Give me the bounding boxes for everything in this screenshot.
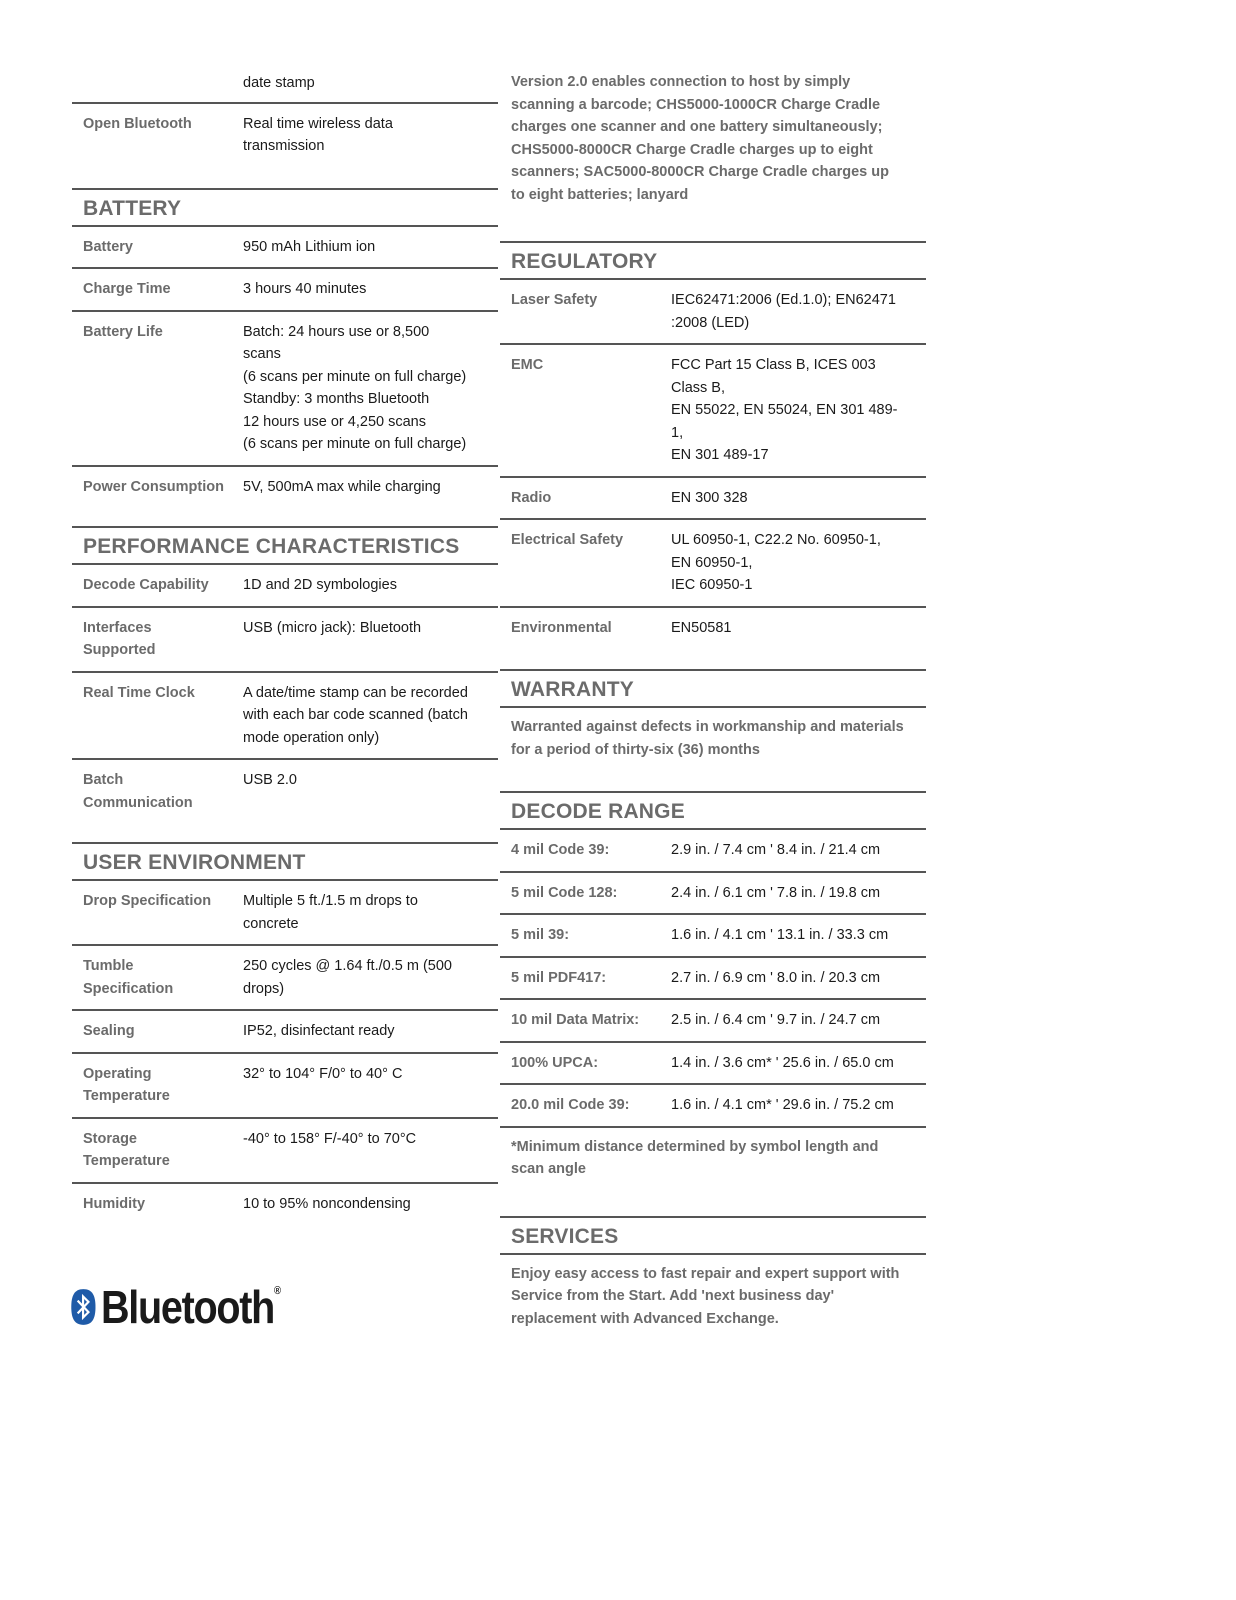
spec-row-decode-range bbox=[500, 830, 926, 873]
spec-row-charge-time bbox=[72, 269, 498, 312]
section-heading-warranty: WARRANTY bbox=[500, 669, 926, 708]
spec-label: Environmental bbox=[511, 619, 612, 636]
spec-row-power-consumption bbox=[72, 467, 498, 527]
spec-value: 10 to 95% noncondensing bbox=[243, 1195, 411, 1212]
spec-value: 2.5 in. / 6.4 cm ' 9.7 in. / 24.7 cm bbox=[671, 1012, 881, 1028]
spec-row-radio bbox=[500, 478, 926, 521]
spec-label: Batch Communication bbox=[83, 772, 193, 811]
spec-value: 950 mAh Lithium ion bbox=[243, 238, 376, 255]
spec-label: Interfaces Supported bbox=[83, 619, 156, 658]
spec-label: 100% UPCA: bbox=[511, 1054, 599, 1071]
spec-label: Electrical Safety bbox=[511, 532, 624, 548]
spec-label: Humidity bbox=[83, 1195, 146, 1212]
spec-label: Storage Temperature bbox=[83, 1130, 170, 1169]
spec-row-open-bluetooth bbox=[72, 104, 498, 190]
spec-value: A date/time stamp can be recorded with each bar code scanned (batch mode operation only) bbox=[243, 684, 468, 746]
spec-value: Real time wireless data transmission bbox=[243, 115, 393, 154]
spec-row-batch-communication bbox=[72, 760, 498, 842]
bluetooth-wordmark: Bluetooth® bbox=[100, 1281, 281, 1333]
spec-value: USB (micro jack): Bluetooth bbox=[243, 619, 422, 636]
bluetooth-logo bbox=[70, 1276, 310, 1338]
spec-label: Drop Specification bbox=[83, 893, 212, 909]
section-heading-regulatory: REGULATORY bbox=[500, 241, 926, 280]
spec-row-decode-capability bbox=[72, 565, 498, 608]
spec-row-date-stamp bbox=[72, 70, 498, 104]
spec-label: Operating Temperature bbox=[83, 1065, 170, 1104]
spec-label: Tumble Specification bbox=[83, 958, 174, 997]
spec-row-real-time-clock bbox=[72, 673, 498, 761]
spec-value: 1.6 in. / 4.1 cm* ' 29.6 in. / 75.2 cm bbox=[671, 1097, 894, 1113]
spec-label: Laser Safety bbox=[511, 292, 598, 308]
section-heading-user-environment: USER ENVIRONMENT bbox=[72, 842, 498, 881]
spec-row-emc bbox=[500, 345, 926, 478]
spec-label: 5 mil Code 128: bbox=[511, 884, 618, 901]
spec-label: EMC bbox=[511, 357, 544, 373]
spec-row-decode-range bbox=[500, 915, 926, 958]
spec-label: Decode Capability bbox=[83, 577, 209, 593]
spec-value: IP52, disinfectant ready bbox=[243, 1023, 395, 1039]
spec-value: Batch: 24 hours use or 8,500 scans (6 scans per minute on full charge) Standby: 3 months Bluetooth 12 hours use or 4,250 scans (6 scans per minute on full charge) bbox=[243, 323, 467, 452]
spec-label: Real Time Clock bbox=[83, 684, 195, 701]
spec-row-decode-range bbox=[500, 873, 926, 916]
spec-row-decode-range bbox=[500, 1085, 926, 1128]
spec-row-sealing bbox=[72, 1011, 498, 1054]
spec-row-environmental bbox=[500, 608, 926, 670]
spec-label: 10 mil Data Matrix: bbox=[511, 1012, 640, 1028]
right-column bbox=[500, 70, 926, 1338]
spec-value: 2.9 in. / 7.4 cm ' 8.4 in. / 21.4 cm bbox=[671, 842, 881, 858]
services-text: Enjoy easy access to fast repair and expert support with Service from the Start. Add 'next business day' replacement with Advanced Exchange. bbox=[511, 1265, 900, 1327]
spec-row-decode-range bbox=[500, 1043, 926, 1086]
spec-value: UL 60950-1, C22.2 No. 60950-1, EN 60950-1, IEC 60950-1 bbox=[671, 532, 881, 593]
spec-value: FCC Part 15 Class B, ICES 003 Class B, EN 55022, EN 55024, EN 301 489- 1, EN 301 489-17 bbox=[671, 357, 898, 463]
spec-label: Battery bbox=[83, 238, 133, 255]
spec-row-operating-temperature bbox=[72, 1054, 498, 1119]
decode-range-note: *Minimum distance determined by symbol length and scan angle bbox=[511, 1138, 879, 1177]
section-heading-services: SERVICES bbox=[500, 1216, 926, 1255]
bluetooth-icon bbox=[70, 1278, 97, 1336]
section-heading-battery: BATTERY bbox=[72, 190, 498, 227]
spec-value: USB 2.0 bbox=[243, 772, 297, 788]
spec-row-storage-temperature bbox=[72, 1119, 498, 1184]
spec-value: Multiple 5 ft./1.5 m drops to concrete bbox=[243, 893, 418, 932]
spec-value: 1.4 in. / 3.6 cm* ' 25.6 in. / 65.0 cm bbox=[671, 1054, 894, 1071]
spec-label: 4 mil Code 39: bbox=[511, 842, 610, 858]
spec-label: Open Bluetooth bbox=[83, 115, 192, 132]
spec-value: 5V, 500mA max while charging bbox=[243, 478, 441, 495]
spec-label: Charge Time bbox=[83, 281, 171, 297]
spec-label bbox=[72, 72, 243, 95]
spec-value: IEC62471:2006 (Ed.1.0); EN62471 :2008 (LED) bbox=[671, 292, 896, 331]
spec-row-decode-range bbox=[500, 1000, 926, 1043]
spec-value: 3 hours 40 minutes bbox=[243, 281, 367, 297]
spec-value: -40° to 158° F/-40° to 70°C bbox=[243, 1130, 417, 1147]
spec-row-interfaces bbox=[72, 608, 498, 673]
spec-value: 32° to 104° F/0° to 40° C bbox=[243, 1065, 403, 1082]
spec-row-tumble-specification bbox=[72, 946, 498, 1011]
spec-label: 5 mil PDF417: bbox=[511, 969, 607, 986]
spec-value: 2.7 in. / 6.9 cm ' 8.0 in. / 20.3 cm bbox=[671, 969, 881, 986]
spec-label: 20.0 mil Code 39: bbox=[511, 1097, 630, 1113]
spec-row-electrical-safety bbox=[500, 520, 926, 608]
spec-label: 5 mil 39: bbox=[511, 927, 570, 943]
spec-value: EN50581 bbox=[671, 619, 732, 636]
spec-value: 1D and 2D symbologies bbox=[243, 577, 397, 593]
spec-value: 250 cycles @ 1.64 ft./0.5 m (500 drops) bbox=[243, 958, 452, 997]
spec-label: Power Consumption bbox=[83, 478, 224, 495]
spec-value: EN 300 328 bbox=[671, 489, 748, 506]
spec-row-humidity bbox=[72, 1184, 498, 1225]
spec-value: date stamp bbox=[243, 75, 315, 91]
left-column bbox=[72, 70, 498, 1224]
spec-label: Radio bbox=[511, 489, 552, 506]
section-heading-performance: PERFORMANCE CHARACTERISTICS bbox=[72, 526, 498, 565]
spec-row-battery bbox=[72, 227, 498, 270]
accessories-text: Version 2.0 enables connection to host by simply scanning a barcode; CHS5000-1000CR Charge Cradle charges one scanner and one battery simultaneously; CHS5000-8000CR Charge Cradle charges up to eight scanners; SAC5000-8000CR Charge Cradle charges up to eight batteries; lanyard bbox=[511, 74, 889, 203]
spec-row-battery-life bbox=[72, 312, 498, 467]
spec-label: Sealing bbox=[83, 1023, 135, 1039]
spec-label: Battery Life bbox=[83, 323, 163, 340]
spec-row-drop-specification bbox=[72, 881, 498, 946]
spec-row-laser-safety bbox=[500, 280, 926, 345]
warranty-text: Warranted against defects in workmanship and materials for a period of thirty-six (36) months bbox=[511, 719, 904, 758]
spec-value: 2.4 in. / 6.1 cm ' 7.8 in. / 19.8 cm bbox=[671, 884, 881, 901]
spec-row-decode-range bbox=[500, 958, 926, 1001]
spec-value: 1.6 in. / 4.1 cm ' 13.1 in. / 33.3 cm bbox=[671, 927, 889, 943]
section-heading-decode-range: DECODE RANGE bbox=[500, 791, 926, 830]
